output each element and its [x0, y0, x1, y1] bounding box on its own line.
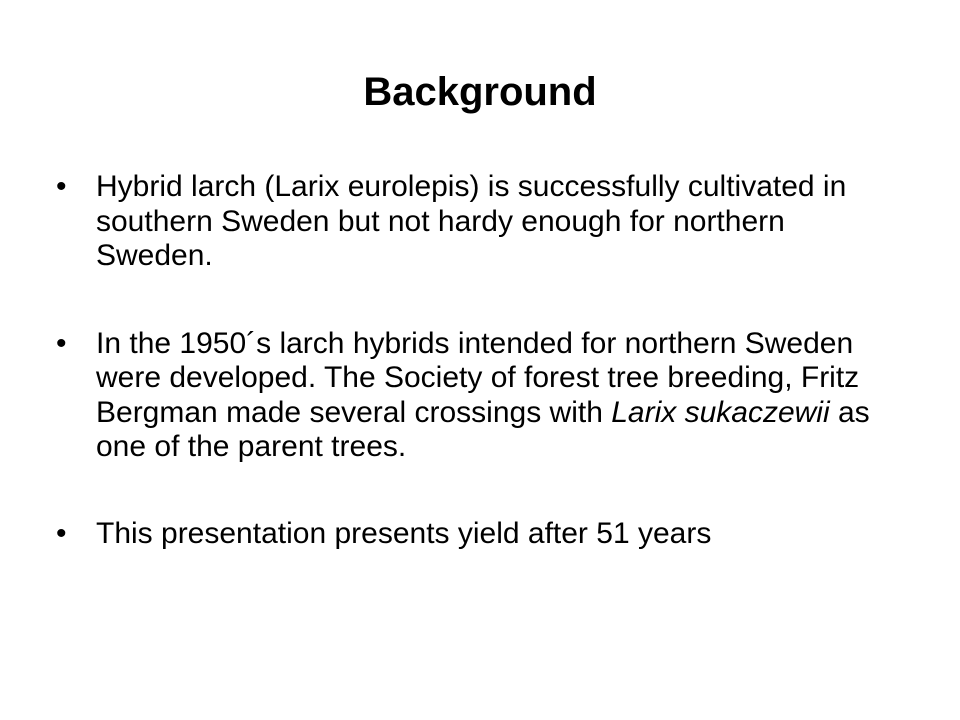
bullet-item	[56, 170, 906, 274]
bullet-item	[56, 517, 906, 552]
bullet-marker: •	[56, 516, 67, 550]
bullet-text	[96, 327, 870, 464]
bullet-text-part: as one of the parent trees.	[96, 395, 870, 463]
bullet-list	[56, 170, 906, 601]
bullet-item	[56, 327, 906, 465]
bullet-marker: •	[56, 326, 67, 360]
bullet-text: This presentation presents yield after 51 years	[96, 516, 712, 550]
species-name: Larix sukaczewii	[611, 395, 830, 429]
bullet-text: Hybrid larch (Larix eurolepis) is successfully cultivated in southern Sweden but not hardy enough for northern Sweden.	[96, 170, 847, 272]
bullet-text-part: In the 1950´s larch hybrids intended for northern Sweden were developed. The Society of forest tree breeding, Fritz Bergman made several crossings with	[96, 326, 860, 429]
bullet-marker: •	[56, 170, 67, 203]
slide-title: Background	[363, 70, 597, 114]
